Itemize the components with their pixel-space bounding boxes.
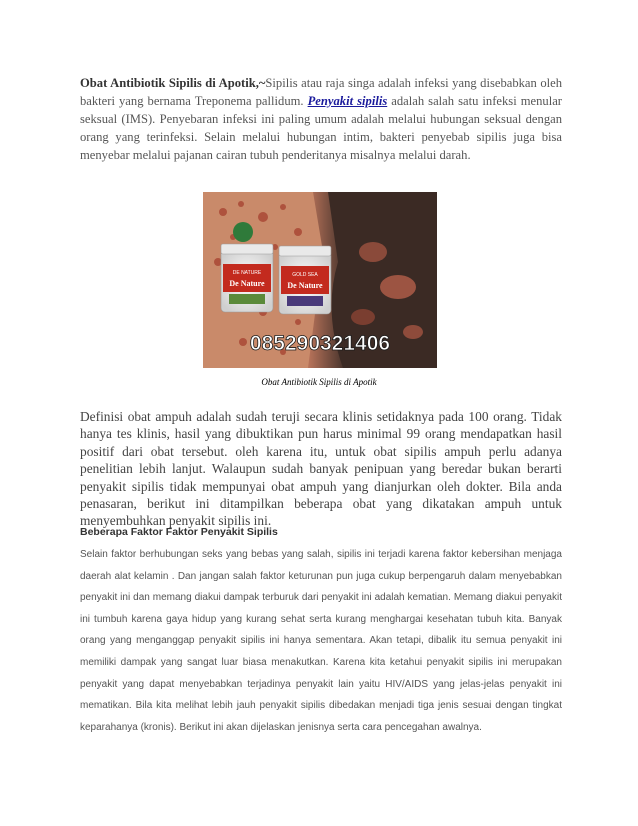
product-photo — [203, 192, 437, 368]
body-paragraph: Selain faktor berhubungan seks yang bebas yang salah, sipilis ini terjadi karena faktor kebersihan menjaga daerah alat kelamin . Dan jangan salah faktor keturunan pun juga cukup berpengaruh dalam menyebabkan penyakit ini dan memang diakui dampak terburuk dari penyakit ini adalah kematian. Memang diakui penyakit ini tumbuh karena gaya hidup yang kurang sehat serta kurang menghargai kesehatan tubuh kita. Banyak orang yang menganggap penyakit sipilis ini hanya sementara. Akan tetapi, dibalik itu semua penyakit ini memiliki dampak yang sangat luar biasa menakutkan. Karena kita ketahui penyakit sipilis ini merupakan penyakit yang dapat menyebabkan terjadinya penyakit lain yaitu HIV/AIDS yang jelas-jelas penyakit ini mematikan. Bila kita melihat lebih jauh penyakit sipilis dibedakan menjadi tiga jenis sesuai dengan tingkat keparahanya (kronis). Berikut ini akan dijelaskan jenisnya serta cara pencegahan awalnya. — [80, 549, 562, 733]
intro-text-after-link: adalah salah satu infeksi menular seksual (IMS). Penyebaran infeksi ini paling umum adalah melalui hubungan seksual dengan orang yang terinfeksi. Selain melalui hubungan intim, bakteri penyebab sipilis juga bisa menyebar melalui pajanan cairan tubuh penderitanya misalnya melalui darah. — [80, 94, 562, 162]
jar-left-label-main: De Nature — [229, 279, 265, 288]
figure-caption: Obat Antibiotik Sipilis di Apotik — [261, 377, 377, 387]
intro-text-before-link: Sipilis atau raja singa adalah infeksi yang disebabkan oleh bakteri yang bernama Treponema pallidum. — [80, 76, 562, 108]
intro-bold-title: Obat Antibiotik Sipilis di Apotik,~ — [80, 76, 266, 90]
intro-paragraph — [80, 74, 562, 164]
section-heading: Beberapa Faktor Faktor Penyakit Sipilis — [80, 526, 278, 538]
product-jar-right — [279, 246, 331, 314]
phone-number: 085290321406 — [249, 332, 391, 355]
penyakit-sipilis-link[interactable]: Penyakit sipilis — [307, 94, 388, 108]
jar-right-label-top: GOLD SEA — [292, 272, 318, 278]
jar-left-label-top: DE NATURE — [232, 270, 262, 276]
product-jar-left — [221, 244, 273, 312]
definisi-paragraph: Definisi obat ampuh adalah sudah teruji secara klinis setidaknya pada 100 orang. Tidak hanya tes klinis, hasil yang dibuktikan pun harus minimal 99 orang mendapatkan hasil positif dari obat tersebut. oleh karena itu, untuk obat sipilis ampuh perlu adanya penelitian lebih lanjut. Walaupun sudah banyak penipuan yang beredar bukan berarti penyakit sipilis tidak mempunyai obat ampuh yang dianjurkan oleh dokter. Bila anda penasaran, berikut ini ditampilkan beberapa obat yang dikatakan ampuh untuk menyembuhkan penyakit sipilis ini. — [80, 409, 562, 529]
product-photo-illustration — [203, 192, 437, 368]
badge-icon — [233, 222, 253, 242]
jar-right-label-main: De Nature — [287, 281, 323, 290]
